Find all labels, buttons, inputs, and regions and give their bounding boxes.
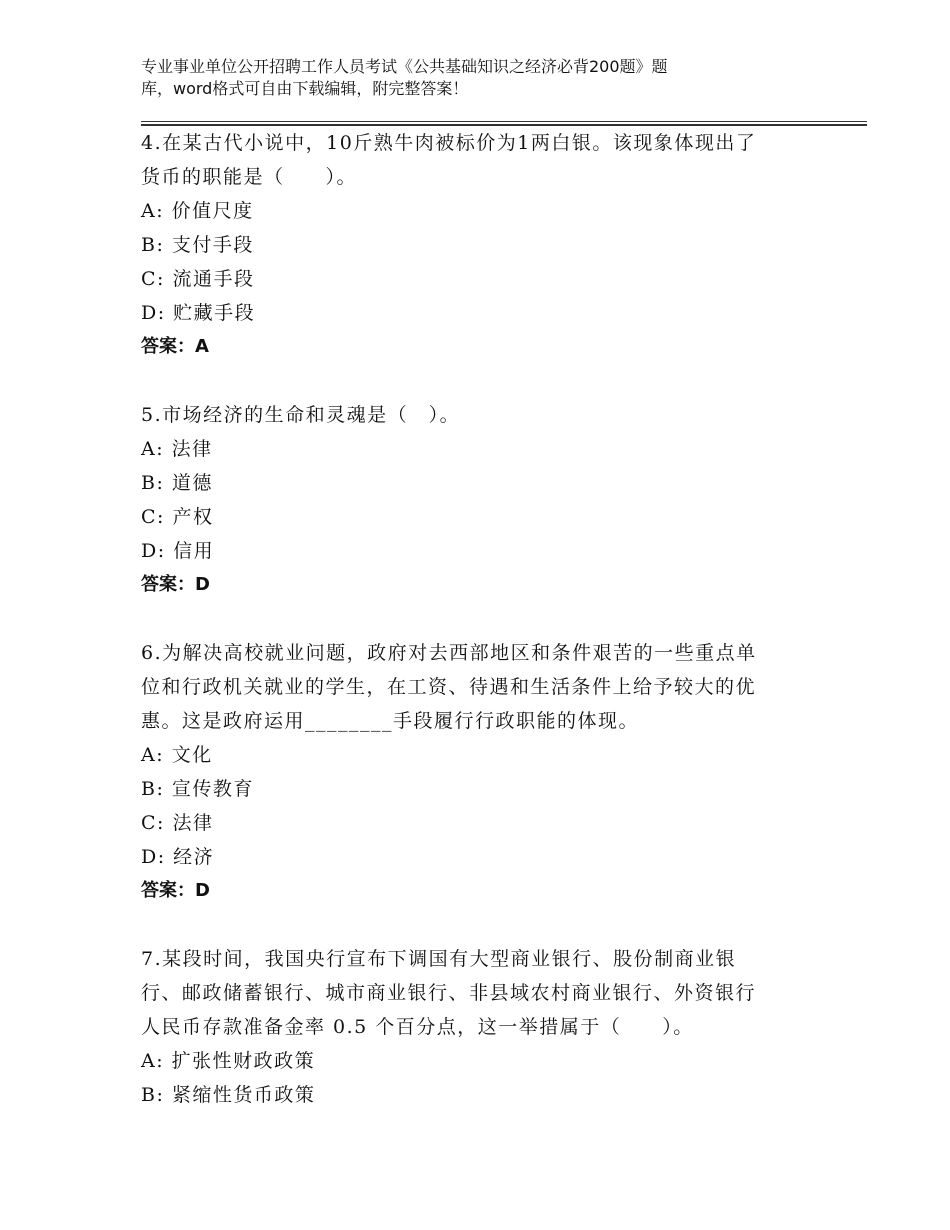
answer: 答案：A xyxy=(141,336,209,357)
option-b: B: 支付手段 xyxy=(141,234,254,256)
option-c: C: 流通手段 xyxy=(141,268,255,290)
option-d: D: 经济 xyxy=(141,846,215,868)
option-c: C: 法律 xyxy=(141,812,214,834)
question-stem-line: 位和行政机关就业的学生，在工资、待遇和生活条件上给予较大的优 xyxy=(141,676,757,698)
question-stem-line: 6.为解决高校就业问题，政府对去西部地区和条件艰苦的一些重点单 xyxy=(141,642,757,664)
option-a: A: 价值尺度 xyxy=(141,200,254,222)
question-stem-line: 4.在某古代小说中，10斤熟牛肉被标价为1两白银。该现象体现出了 xyxy=(141,132,757,154)
question-4 xyxy=(141,126,801,364)
question-stem-line: 货币的职能是（ ）。 xyxy=(141,166,358,188)
option-b: B: 紧缩性货币政策 xyxy=(141,1084,316,1106)
header-title-line-1: 专业事业单位公开招聘工作人员考试《公共基础知识之经济必背200题》题 xyxy=(141,57,668,76)
question-stem-line: 行、邮政储蓄银行、城市商业银行、非县域农村商业银行、外资银行 xyxy=(141,982,757,1004)
option-a: A: 文化 xyxy=(141,744,213,766)
answer: 答案：D xyxy=(141,574,210,595)
option-d: D: 信用 xyxy=(141,540,215,562)
question-list xyxy=(141,126,801,1112)
answer: 答案：D xyxy=(141,880,210,901)
question-6 xyxy=(141,636,801,908)
header-title-line-2: 库，word格式可自由下载编辑，附完整答案！ xyxy=(141,79,469,98)
option-b: B: 道德 xyxy=(141,472,213,494)
spacer xyxy=(141,364,801,398)
question-7 xyxy=(141,942,801,1112)
header-divider-thin xyxy=(141,121,867,122)
question-stem-line: 人民币存款准备金率 0.5 个百分点，这一举措属于（ ）。 xyxy=(141,1016,694,1038)
question-stem-line: 7.某段时间，我国央行宣布下调国有大型商业银行、股份制商业银 xyxy=(141,948,737,970)
question-5 xyxy=(141,398,801,602)
option-a: A: 法律 xyxy=(141,438,213,460)
option-b: B: 宣传教育 xyxy=(141,778,254,800)
question-stem-line: 惠。这是政府运用________手段履行行政职能的体现。 xyxy=(141,710,640,732)
option-c: C: 产权 xyxy=(141,506,214,528)
spacer xyxy=(141,602,801,636)
document-header xyxy=(141,56,781,100)
option-a: A: 扩张性财政政策 xyxy=(141,1050,316,1072)
option-d: D: 贮藏手段 xyxy=(141,302,256,324)
question-stem-line: 5.市场经济的生命和灵魂是（ ）。 xyxy=(141,404,461,426)
spacer xyxy=(141,908,801,942)
